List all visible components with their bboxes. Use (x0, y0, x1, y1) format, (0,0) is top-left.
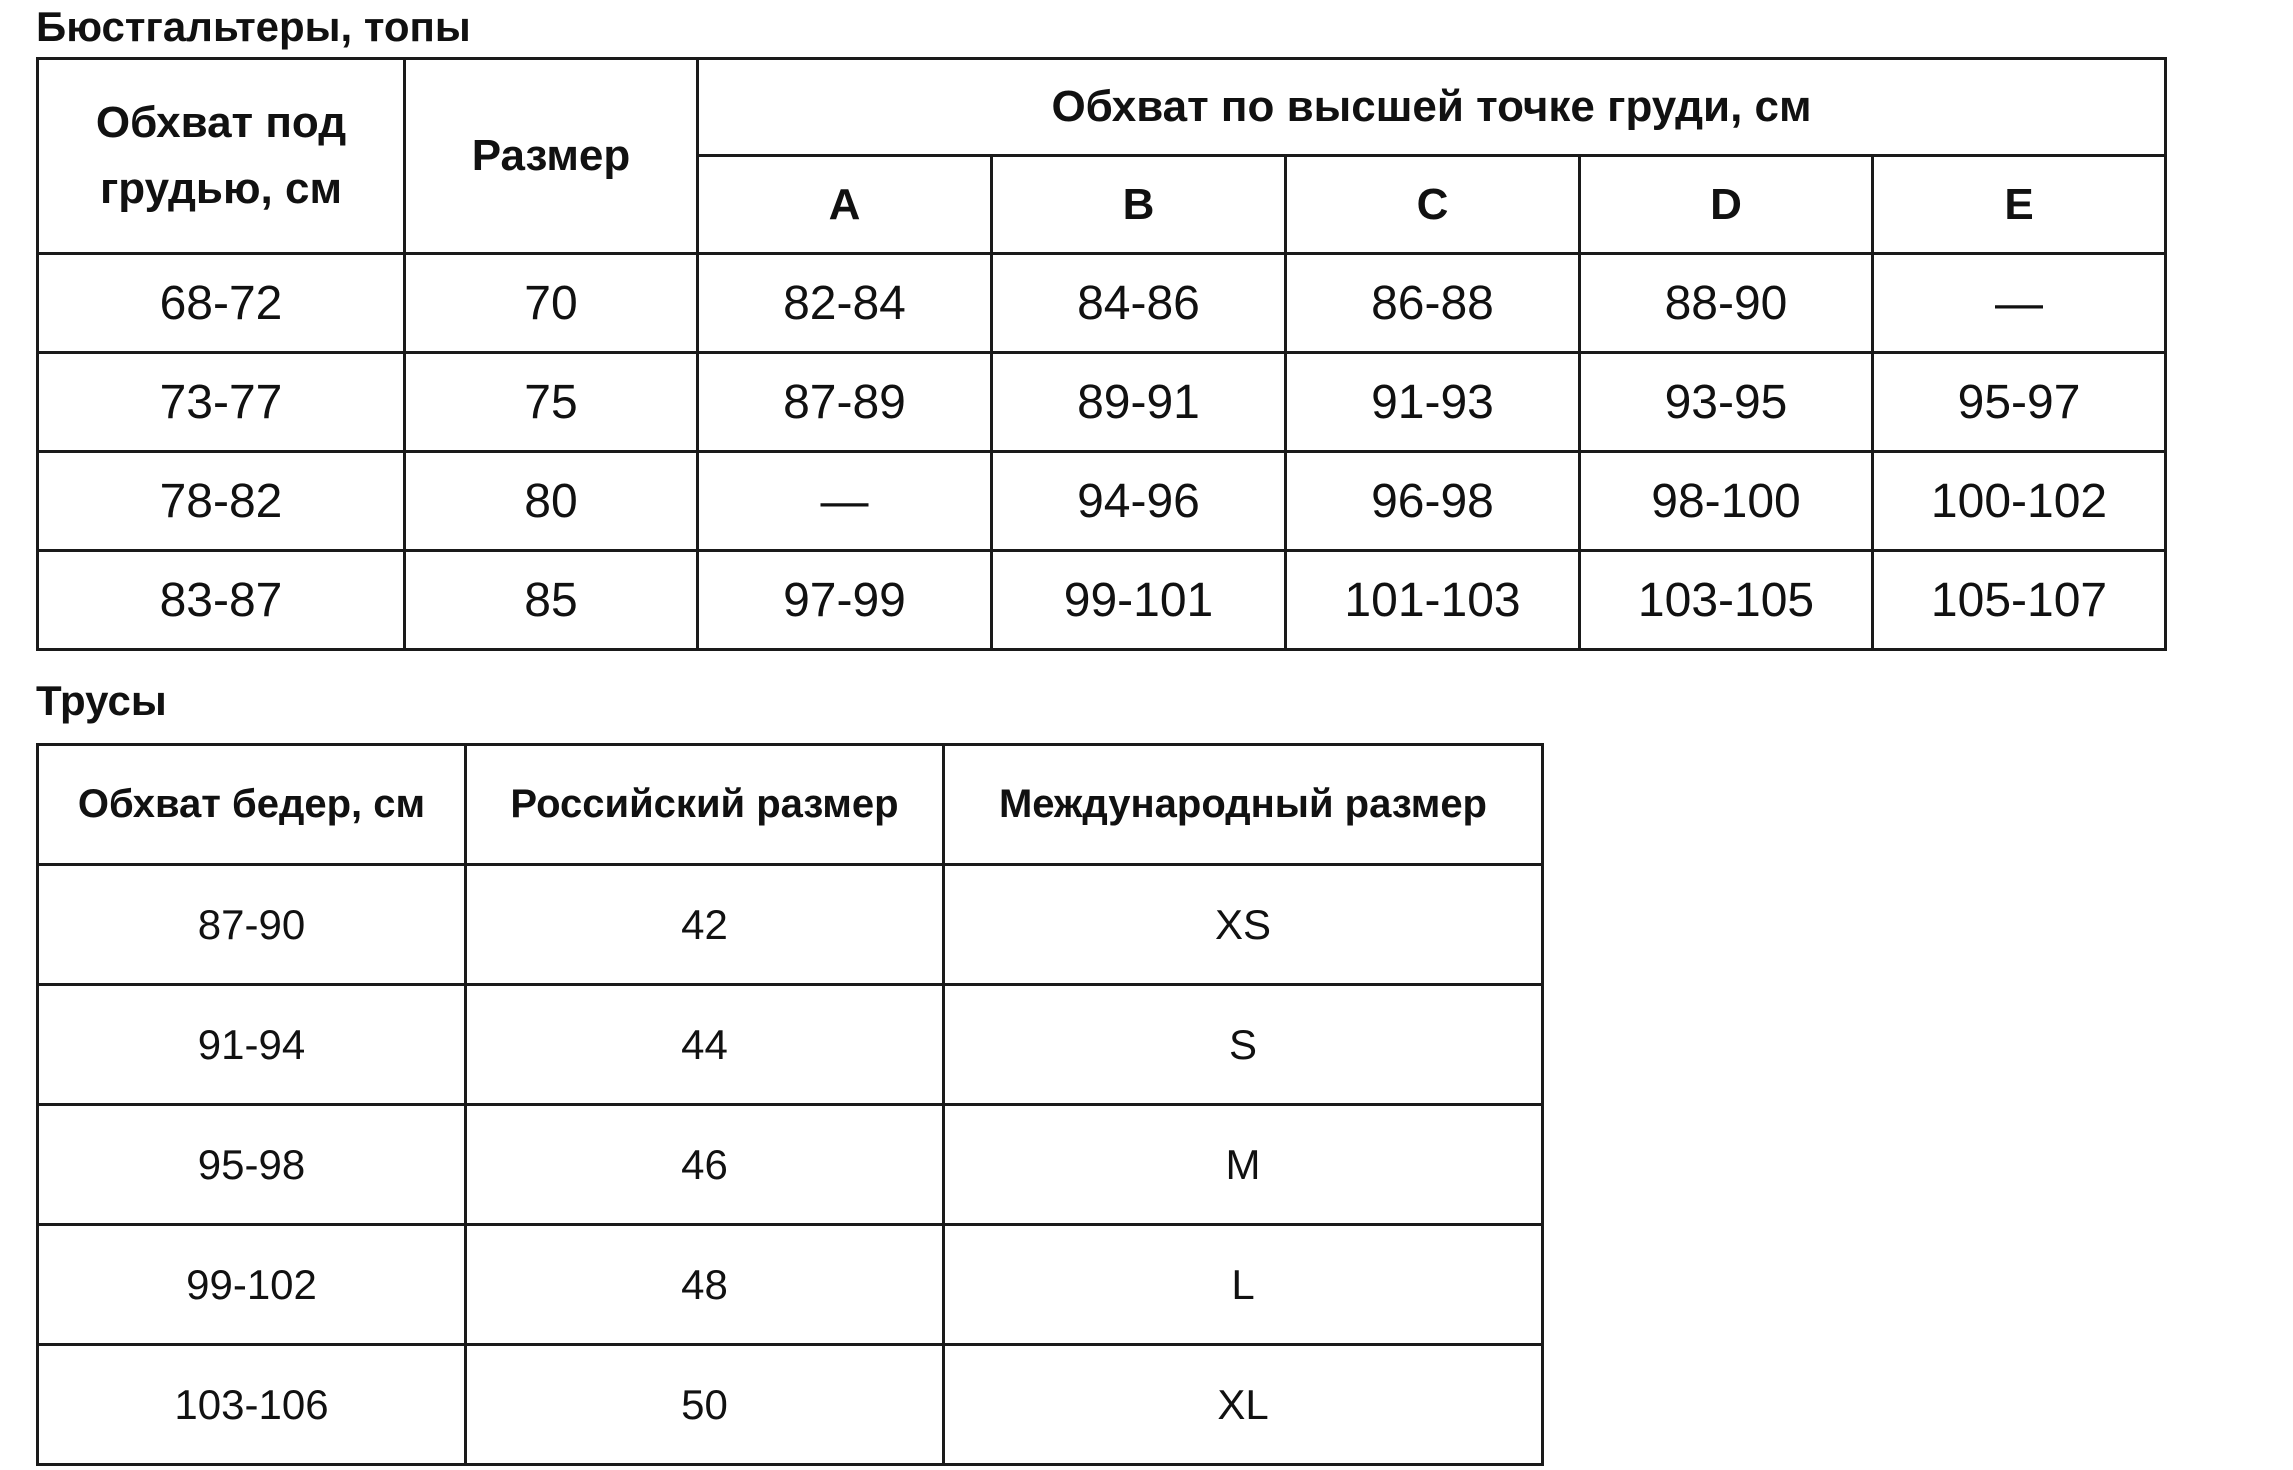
ru-size-cell: 50 (466, 1345, 944, 1465)
intl-size-cell: L (944, 1225, 1543, 1345)
ru-size-cell: 42 (466, 865, 944, 985)
cup-cell: 98-100 (1580, 452, 1873, 551)
cup-cell: 86-88 (1286, 254, 1580, 353)
ru-size-cell: 48 (466, 1225, 944, 1345)
cup-cell: 97-99 (698, 551, 992, 650)
size-cell: 80 (405, 452, 698, 551)
cup-cell: 82-84 (698, 254, 992, 353)
cup-cell: 93-95 (1580, 353, 1873, 452)
cup-header-e: E (1873, 156, 2166, 254)
table-row (38, 452, 2166, 551)
intl-size-cell: XS (944, 865, 1543, 985)
table-row (38, 254, 2166, 353)
cup-cell: 105-107 (1873, 551, 2166, 650)
cup-cell: 84-86 (992, 254, 1286, 353)
briefs-header-row (38, 745, 1543, 865)
briefs-section-title: Трусы (36, 677, 167, 724)
cup-header-a: A (698, 156, 992, 254)
table-row (38, 865, 1543, 985)
cup-cell: 94-96 (992, 452, 1286, 551)
ru-size-header: Российский размер (466, 745, 944, 865)
bra-size-table (36, 57, 2167, 651)
hips-cell: 99-102 (38, 1225, 466, 1345)
cup-header-d: D (1580, 156, 1873, 254)
hips-header: Обхват бедер, см (38, 745, 466, 865)
cup-cell: 88-90 (1580, 254, 1873, 353)
ru-size-cell: 44 (466, 985, 944, 1105)
intl-size-header: Международный размер (944, 745, 1543, 865)
cup-cell: — (698, 452, 992, 551)
hips-cell: 95-98 (38, 1105, 466, 1225)
cup-cell: 89-91 (992, 353, 1286, 452)
table-row (38, 1105, 1543, 1225)
bra-section-title: Бюстгальтеры, топы (36, 3, 471, 50)
ru-size-cell: 46 (466, 1105, 944, 1225)
cup-cell: 99-101 (992, 551, 1286, 650)
size-cell: 75 (405, 353, 698, 452)
intl-size-cell: S (944, 985, 1543, 1105)
hips-cell: 103-106 (38, 1345, 466, 1465)
table-row (38, 1345, 1543, 1465)
cup-header-c: C (1286, 156, 1580, 254)
cup-cell: 96-98 (1286, 452, 1580, 551)
briefs-size-table (36, 743, 1544, 1466)
intl-size-cell: XL (944, 1345, 1543, 1465)
table-row (38, 353, 2166, 452)
hips-cell: 91-94 (38, 985, 466, 1105)
cup-cell: 95-97 (1873, 353, 2166, 452)
underbust-header: Обхват под грудью, см (38, 59, 405, 254)
size-header: Размер (405, 59, 698, 254)
underbust-cell: 73-77 (38, 353, 405, 452)
table-row (38, 985, 1543, 1105)
size-cell: 85 (405, 551, 698, 650)
underbust-cell: 68-72 (38, 254, 405, 353)
intl-size-cell: M (944, 1105, 1543, 1225)
cup-cell: 101-103 (1286, 551, 1580, 650)
size-cell: 70 (405, 254, 698, 353)
cup-cell: — (1873, 254, 2166, 353)
underbust-cell: 78-82 (38, 452, 405, 551)
hips-cell: 87-90 (38, 865, 466, 985)
table-row (38, 551, 2166, 650)
table-row (38, 1225, 1543, 1345)
cup-header-b: B (992, 156, 1286, 254)
bust-header: Обхват по высшей точке груди, см (698, 59, 2166, 156)
bra-header-row (38, 59, 2166, 156)
cup-cell: 91-93 (1286, 353, 1580, 452)
cup-cell: 103-105 (1580, 551, 1873, 650)
cup-cell: 100-102 (1873, 452, 2166, 551)
cup-cell: 87-89 (698, 353, 992, 452)
underbust-cell: 83-87 (38, 551, 405, 650)
